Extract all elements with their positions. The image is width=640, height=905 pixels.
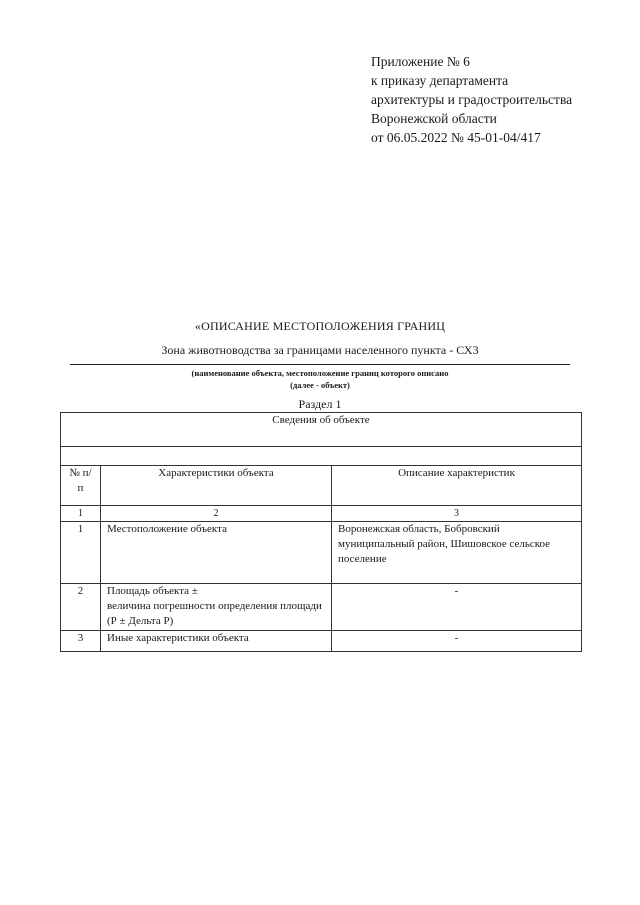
- table-spacer-cell: [61, 447, 582, 466]
- row-number: 1: [61, 522, 101, 584]
- object-info-table: [60, 412, 582, 652]
- table-header-row: [61, 413, 582, 447]
- column-index-row: [61, 506, 582, 522]
- column-header-row: [61, 466, 582, 506]
- column-header-description: Описание характеристик: [332, 466, 582, 506]
- row-characteristic: [101, 584, 332, 631]
- row-number: 2: [61, 584, 101, 631]
- column-header-characteristic: Характеристики объекта: [101, 466, 332, 506]
- underline-rule: [70, 364, 570, 365]
- column-index: 1: [61, 506, 101, 522]
- caption-note-line: (далее - объект): [290, 380, 350, 390]
- table-row: [61, 522, 582, 584]
- document-title: «ОПИСАНИЕ МЕСТОПОЛОЖЕНИЯ ГРАНИЦ: [194, 319, 446, 333]
- table-header: Сведения об объекте: [61, 413, 582, 447]
- annex-line: от 06.05.2022 № 45-01-04/417: [371, 130, 541, 145]
- table-row: [61, 584, 582, 631]
- column-index: 3: [332, 506, 582, 522]
- row-characteristic: Местоположение объекта: [101, 522, 332, 584]
- caption-note-line: (наименование объекта, местоположение границ которого описано: [191, 368, 449, 378]
- column-header-number: № п/п: [61, 466, 101, 506]
- row-characteristic-line: величина погрешности определения площади (Р ± Дельта Р): [107, 600, 322, 627]
- annex-line: архитектуры и градостроительства: [371, 92, 573, 107]
- row-number: 3: [61, 631, 101, 652]
- row-description: -: [332, 631, 582, 652]
- annex-line: к приказу департамента: [371, 73, 509, 88]
- row-description: Воронежская область, Бобровский муниципальный район, Шишовское сельское поселение: [332, 522, 582, 584]
- annex-line: Воронежской области: [371, 111, 497, 126]
- object-name: Зона животноводства за границами населенного пункта - СХ3: [161, 343, 479, 357]
- annex-reference: [371, 52, 572, 147]
- table-row: [61, 631, 582, 652]
- row-characteristic: Иные характеристики объекта: [101, 631, 332, 652]
- table-spacer-row: [61, 447, 582, 466]
- annex-line: Приложение № 6: [371, 54, 470, 69]
- column-index: 2: [101, 506, 332, 522]
- row-description: -: [332, 584, 582, 631]
- section-heading: Раздел 1: [298, 397, 342, 411]
- row-characteristic-line: Площадь объекта ±: [107, 585, 198, 597]
